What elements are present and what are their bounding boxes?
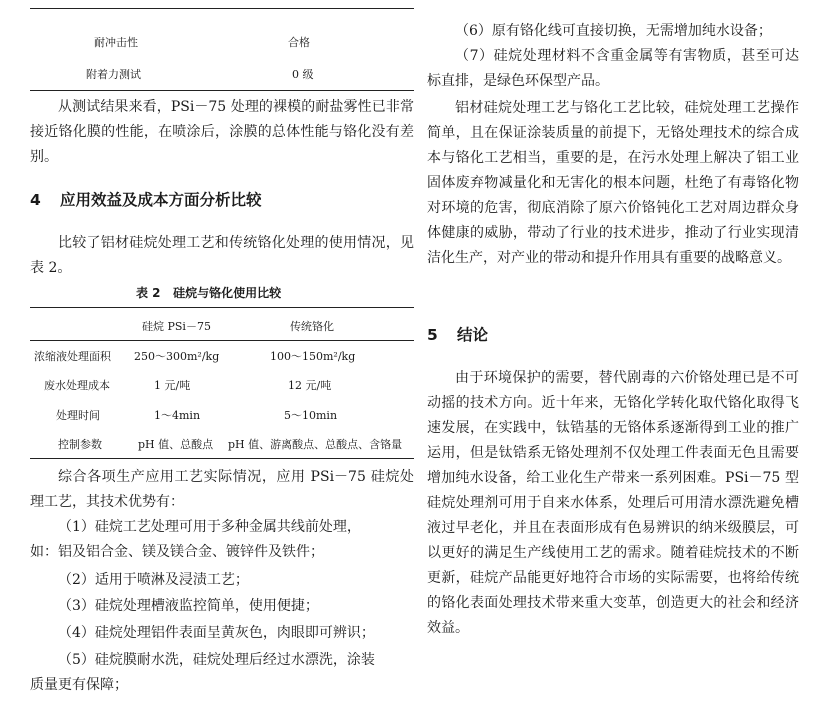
- table2-row2-silane: 1 元/吨: [154, 379, 191, 392]
- table2-row3-silane: 1～4min: [154, 409, 201, 422]
- table2-row4-silane: pH 值、总酸点: [138, 438, 214, 451]
- section-5-title: 结论: [457, 326, 489, 344]
- advantage-item-6: （6）原有铬化线可直接切换，无需增加纯水设备；: [455, 23, 772, 39]
- table2-header-silane: 硅烷 PSi－75: [142, 320, 211, 333]
- table1-top-rule: [30, 8, 414, 9]
- results-paragraph: 从测试结果来看，PSi－75 处理的裸模的耐盐雾性已非常接近铬化膜的性能，在喷涂后，涂膜的总体性能与铬化没有差别。: [30, 99, 414, 165]
- table2-top-rule: [30, 307, 414, 308]
- advantage-item-7: （7）硅烷处理材料不含重金属等有害物质，甚至可达标直排，是绿色环保型产品。: [427, 48, 799, 89]
- table2-caption: [136, 284, 281, 301]
- table2-row3-chromate: 5～10min: [284, 409, 338, 422]
- advantage-item-2: （2）适用于喷淋及浸渍工艺；: [58, 572, 249, 588]
- section-5-number: 5: [427, 326, 438, 344]
- table1-row2-value: 0 级: [292, 68, 314, 81]
- table2-header-chromate: 传统铬化: [290, 320, 334, 333]
- table2-row1-silane: 250～300m²/kg: [134, 350, 220, 363]
- table1-bottom-rule: [30, 90, 414, 91]
- section-4-heading: [30, 188, 262, 210]
- table2-bottom-rule: [30, 458, 414, 459]
- table2-mid-rule: [30, 340, 414, 341]
- table2-row4-label: 控制参数: [58, 438, 102, 451]
- table1-row1-label: 耐冲击性: [94, 36, 138, 49]
- table2-row2-chromate: 12 元/吨: [288, 379, 332, 392]
- table2-row3-label: 处理时间: [56, 409, 100, 422]
- table1-row2-label: 附着力测试: [86, 68, 141, 81]
- table2-row4-chromate: pH 值、游离酸点、总酸点、含铬量: [228, 438, 403, 451]
- conclusion-paragraph: 由于环境保护的需要，替代剧毒的六价铬处理已是不可动摇的技术方向。近十年来，无铬化学转化取代铬化取得飞速发展，在实践中，钛锆基的无铬体系逐渐得到工业的推广运用，但是钛锆系无铬处理剂不仅处理工件表面无色且需要增加纯水设备，给工业化生产带来一系列困难。PSi－75 型硅烷处理剂可用于自来水体系，处理后可用清水漂洗避免槽液过早老化，并且在表面形成有色易辨识的纳米级膜层，可以更好的满足生产线使用工艺的需求。随着硅烷技术的不断更新，硅烷产品能更好地符合市场的实际需要，也将给传统的铬化表面处理技术带来重大变革，创造更大的社会和经济效益。: [427, 370, 799, 636]
- advantage-item-1-line1: （1）硅烷工艺处理可用于多种金属共线前处理，: [58, 519, 361, 535]
- table1-row1-value: 合格: [288, 36, 310, 49]
- table2-row2-label: 废水处理成本: [44, 379, 110, 392]
- advantage-item-5-line1: （5）硅烷膜耐水洗，硅烷处理后经过水漂洗，涂装: [58, 652, 375, 668]
- advantage-item-4: （4）硅烷处理铝件表面呈黄灰色，肉眼即可辨识；: [58, 625, 375, 641]
- advantage-item-3: （3）硅烷处理槽液监控简单，使用便捷；: [58, 598, 319, 614]
- comparison-intro-paragraph: 比较了铝材硅烷处理工艺和传统铬化处理的使用情况，见表 2。: [30, 235, 414, 276]
- section-4-number: 4: [30, 191, 41, 209]
- table2-row1-chromate: 100～150m²/kg: [270, 350, 356, 363]
- advantage-item-5-line2: 质量更有保障；: [30, 677, 128, 693]
- section-5-heading: [427, 323, 488, 345]
- section-4-title: 应用效益及成本方面分析比较: [60, 191, 262, 209]
- process-comparison-paragraph: 铝材硅烷处理工艺与铬化工艺比较，硅烷处理工艺操作简单，且在保证涂装质量的前提下，无铬处理技术的综合成本与铬化工艺相当，重要的是，在污水处理上解决了铝工业固体废弃物减量化和无害化的根本问题，杜绝了有毒铬化物对环境的危害，彻底消除了原六价铬钝化工艺对周边群众身体健康的威胁，带动了行业的技术进步，推动了行业实现清洁化生产，对产业的带动和提升作用具有重要的战略意义。: [427, 100, 799, 266]
- advantage-item-1-line2: 如：铝及铝合金、镁及镁合金、镀锌件及铁件；: [30, 544, 324, 560]
- advantages-intro-paragraph: 综合各项生产应用工艺实际情况，应用 PSi－75 硅烷处理工艺，其技术优势有：: [30, 469, 414, 510]
- table2-caption-number: 表 2: [136, 286, 161, 300]
- table2-row1-label: 浓缩液处理面积: [34, 350, 111, 363]
- table2-caption-title: 硅烷与铬化使用比较: [173, 286, 282, 300]
